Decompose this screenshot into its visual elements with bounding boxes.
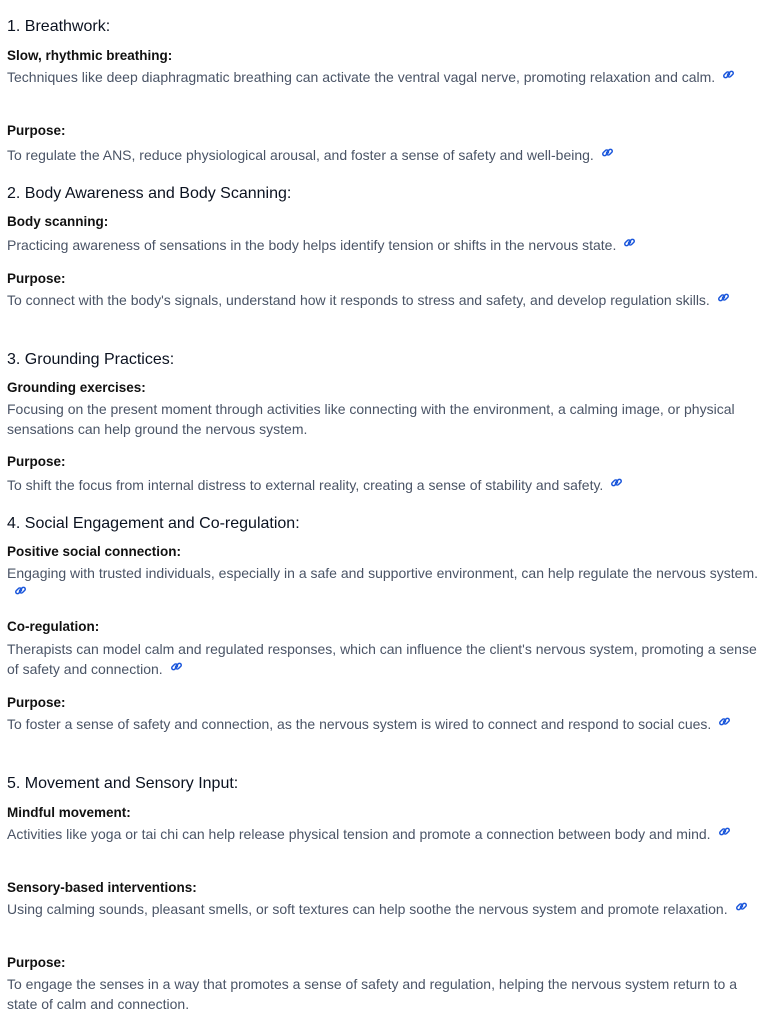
link-icon[interactable] <box>601 146 614 159</box>
section-heading: 4. Social Engagement and Co-regulation: <box>7 515 300 532</box>
item-label: Purpose: <box>7 695 66 710</box>
item-text: Activities like yoga or tai chi can help release physical tension and promote a connection between body and mind. <box>7 825 759 845</box>
section-heading: 5. Movement and Sensory Input: <box>7 775 239 792</box>
item-label: Purpose: <box>7 955 66 970</box>
item-text: Using calming sounds, pleasant smells, or soft textures can help soothe the nervous system and promote relaxation. <box>7 900 759 920</box>
item-label: Purpose: <box>7 454 66 469</box>
item-text: Focusing on the present moment through activities like connecting with the environment, a calming image, or physical sensations can help ground the nervous system. <box>7 401 735 437</box>
item-label: Slow, rhythmic breathing: <box>7 48 173 63</box>
item-label: Purpose: <box>7 123 66 138</box>
item-text: To engage the senses in a way that promotes a sense of safety and regulation, helping the nervous system return to a state of calm and connection. <box>7 976 737 1012</box>
item-label: Purpose: <box>7 271 66 286</box>
item-text: Practicing awareness of sensations in the body helps identify tension or shifts in the nervous state. <box>7 236 759 256</box>
item-label: Positive social connection: <box>7 544 182 559</box>
link-icon[interactable] <box>722 68 735 81</box>
item-label: Sensory-based interventions: <box>7 880 197 895</box>
section-heading: 3. Grounding Practices: <box>7 351 175 368</box>
item-text: To foster a sense of safety and connection, as the nervous system is wired to connect and respond to social cues. <box>7 715 759 735</box>
item-text: To connect with the body's signals, understand how it responds to stress and safety, and develop regulation skills. <box>7 291 759 311</box>
section-heading: 1. Breathwork: <box>7 18 111 35</box>
link-icon[interactable] <box>610 476 623 489</box>
item-label: Grounding exercises: <box>7 380 146 395</box>
item-text: To shift the focus from internal distress to external reality, creating a sense of stability and safety. <box>7 476 759 496</box>
item-text: Techniques like deep diaphragmatic breathing can activate the ventral vagal nerve, promoting relaxation and calm. <box>7 68 759 88</box>
item-label: Mindful movement: <box>7 805 131 820</box>
item-text: Therapists can model calm and regulated responses, which can influence the client's nervous system, promoting a sense of safety and connection. <box>7 641 757 677</box>
link-icon[interactable] <box>170 660 183 673</box>
item-text: Engaging with trusted individuals, especially in a safe and supportive environment, can help regulate the nervous system. <box>7 564 759 603</box>
link-icon[interactable] <box>718 715 731 728</box>
link-icon[interactable] <box>623 236 636 249</box>
link-icon[interactable] <box>718 825 731 838</box>
item-label: Co-regulation: <box>7 619 100 634</box>
link-icon[interactable] <box>717 291 730 304</box>
section-heading: 2. Body Awareness and Body Scanning: <box>7 185 292 202</box>
link-icon[interactable] <box>14 584 27 597</box>
link-icon[interactable] <box>735 900 748 913</box>
item-text: To regulate the ANS, reduce physiological arousal, and foster a sense of safety and well-being. <box>7 146 759 166</box>
item-label: Body scanning: <box>7 214 109 229</box>
